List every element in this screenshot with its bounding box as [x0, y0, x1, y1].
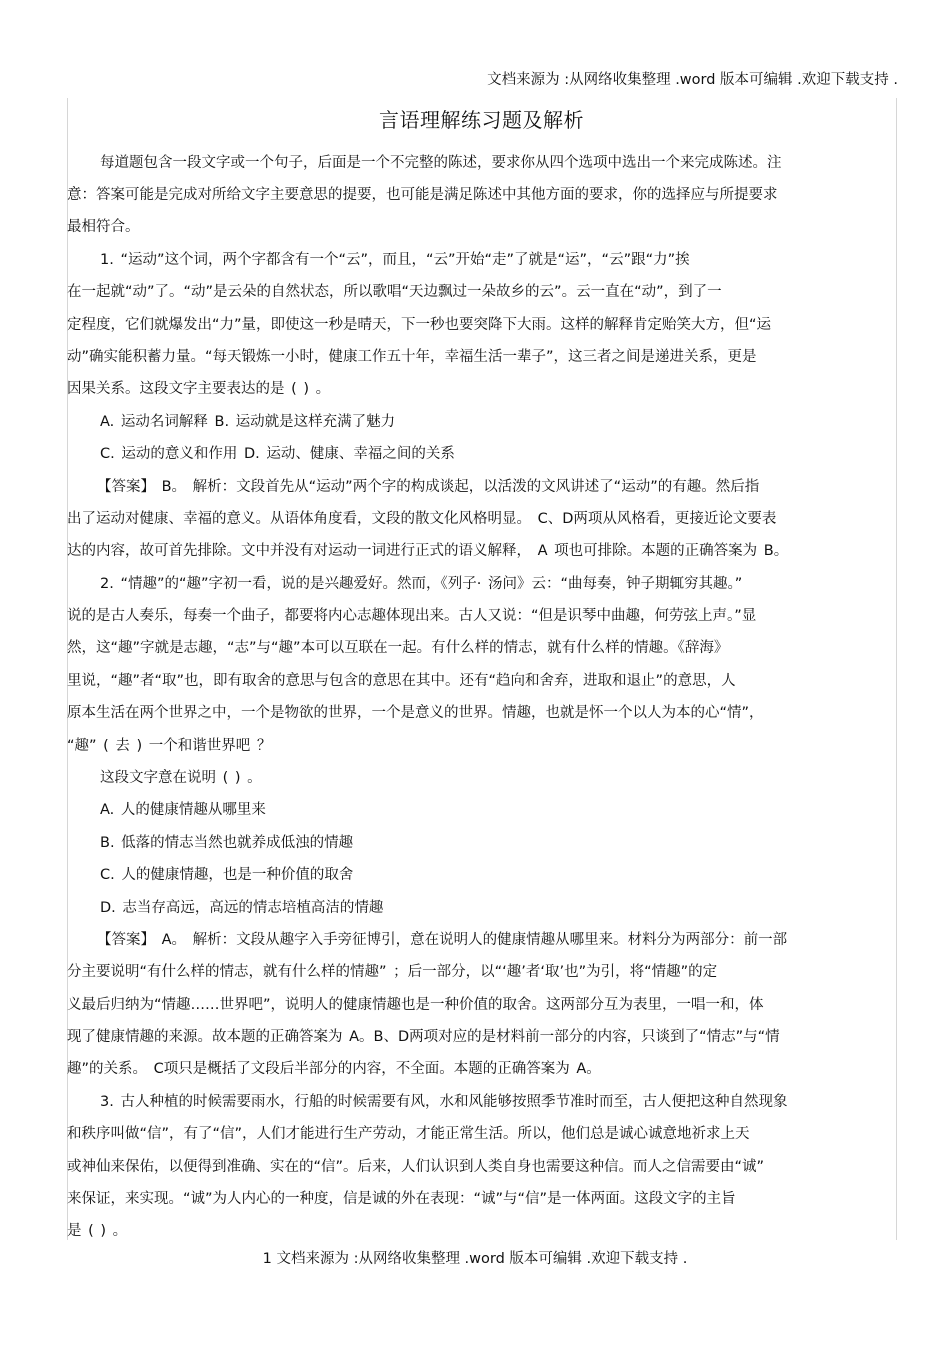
- question-2-line: 说的是古人奏乐，每奏一个曲子，都要将内心志趣体现出来。古人又说：“但是识琴中曲趣，何劳弦上声。”显: [67, 608, 757, 624]
- question-1-options: A. 运动名词解释 B. 运动就是这样充满了魅力: [100, 414, 396, 430]
- answer-2-line: 义最后归纳为“情趣……世界吧”，说明人的健康情趣也是一种价值的取舍。这两部分互为表里，一唱一和，体: [67, 997, 764, 1013]
- question-2-prompt: 这段文字意在说明 ( ) 。: [100, 770, 262, 786]
- question-2-option-c: C. 人的健康情趣，也是一种价值的取舍: [100, 867, 354, 883]
- question-2-option-b: B. 低落的情志当然也就养成低浊的情趣: [100, 835, 354, 851]
- question-3-line: 和秩序叫做“信”，有了“信”，人们才能进行生产劳动，才能正常生活。所以，他们总是诚心诚意地祈求上天: [67, 1126, 750, 1142]
- page-footer: 1 文档来源为 :从网络收集整理 .word 版本可编辑 .欢迎下载支持 .: [262, 1251, 688, 1267]
- answer-2-line: 【答案】 A。 解析：文段从趣字入手旁征博引，意在说明人的健康情趣从哪里来。材料分为两部分：前一部: [97, 932, 788, 948]
- intro-line: 最相符合。: [67, 219, 140, 235]
- page-header: 文档来源为 :从网络收集整理 .word 版本可编辑 .欢迎下载支持 .: [487, 72, 898, 88]
- question-3-line: 来保证，来实现。“诚”为人内心的一种度，信是诚的外在表现：“诚”与“信”是一体两面。这段文字的主旨: [67, 1191, 736, 1207]
- question-2-line: “趣” ( 去 ) 一个和谐世界吧 ？: [67, 738, 272, 754]
- question-1-line: 定程度，它们就爆发出“力”量，即使这一秒是晴天，下一秒也要突降下大雨。这样的解释肯定贻笑大方，但“运: [67, 317, 772, 333]
- answer-1-line: 【答案】 B。 解析：文段首先从“运动”两个字的构成谈起，以活泼的文风讲述了“运动”的有趣。然后指: [97, 479, 760, 495]
- question-3-line: 3. 古人种植的时候需要雨水，行船的时候需要有风，水和风能够按照季节准时而至，古人便把这种自然现象: [100, 1094, 788, 1110]
- question-2-line: 里说，“趣”者“取”也，即有取舍的意思与包含的意思在其中。还有“趋向和舍弃，进取和退止”的意思，人: [67, 673, 736, 689]
- answer-1-line: 达的内容，故可首先排除。文中并没有对运动一词进行正式的语义解释， A 项也可排除。本题的正确答案为 B。: [67, 543, 789, 559]
- answer-2-line: 趣”的关系。 C项只是概括了文段后半部分的内容，不全面。本题的正确答案为 A。: [67, 1061, 601, 1077]
- question-1-line: 1. “运动”这个词，两个字都含有一个“云”，而且，“云”开始“走”了就是“运”，“云”跟“力”挨: [100, 252, 690, 268]
- intro-line: 意：答案可能是完成对所给文字主要意思的提要，也可能是满足陈述中其他方面的要求，你的选择应与所提要求: [67, 187, 778, 203]
- answer-2-line: 分主要说明“有什么样的情志，就有什么样的情趣” ；后一部分，以“‘趣’者‘取’也”为引，将“情趣”的定: [67, 964, 718, 980]
- question-2-option-a: A. 人的健康情趣从哪里来: [100, 802, 266, 818]
- question-2-line: 2. “情趣”的“趣”字初一看，说的是兴趣爱好。然而，《列子· 汤问》云：“曲每奏，钟子期辄穷其趣。”: [100, 576, 743, 592]
- question-1-line: 动”确实能积蓄力量。“每天锻炼一小时，健康工作五十年，幸福生活一辈子”，这三者之间是递进关系，更是: [67, 349, 757, 365]
- question-1-line: 因果关系。这段文字主要表达的是 ( ) 。: [67, 381, 331, 397]
- intro-line: 每道题包含一段文字或一个句子，后面是一个不完整的陈述，要求你从四个选项中选出一个来完成陈述。注: [100, 155, 782, 171]
- answer-1-line: 出了运动对健康、幸福的意义。从语体角度看，文段的散文化风格明显。 C、D两项从风格看，更接近论文要表: [67, 511, 777, 527]
- question-3-line: 是 ( ) 。: [67, 1223, 128, 1239]
- question-1-options: C. 运动的意义和作用 D. 运动、健康、幸福之间的关系: [100, 446, 455, 462]
- right-margin-line: [896, 98, 897, 1240]
- question-2-option-d: D. 志当存高远，高远的情志培植高洁的情趣: [100, 900, 384, 916]
- question-3-line: 或神仙来保佑，以便得到准确、实在的“信”。后来，人们认识到人类自身也需要这种信。而人之信需要由“诚”: [67, 1159, 765, 1175]
- answer-2-line: 现了健康情趣的来源。故本题的正确答案为 A。B、D两项对应的是材料前一部分的内容，只谈到了“情志”与“情: [67, 1029, 780, 1045]
- question-1-line: 在一起就“动”了。“动”是云朵的自然状态，所以歌唱“天边飘过一朵故乡的云”。云一直在“动”，到了一: [67, 284, 722, 300]
- document-title: 言语理解练习题及解析: [379, 108, 584, 132]
- question-2-line: 然，这“趣”字就是志趣，“志”与“趣”本可以互联在一起。有什么样的情志，就有什么样的情趣。《辞海》: [67, 640, 729, 656]
- question-2-line: 原本生活在两个世界之中，一个是物欲的世界，一个是意义的世界。情趣，也就是怀一个以人为本的心“情”，: [67, 705, 764, 721]
